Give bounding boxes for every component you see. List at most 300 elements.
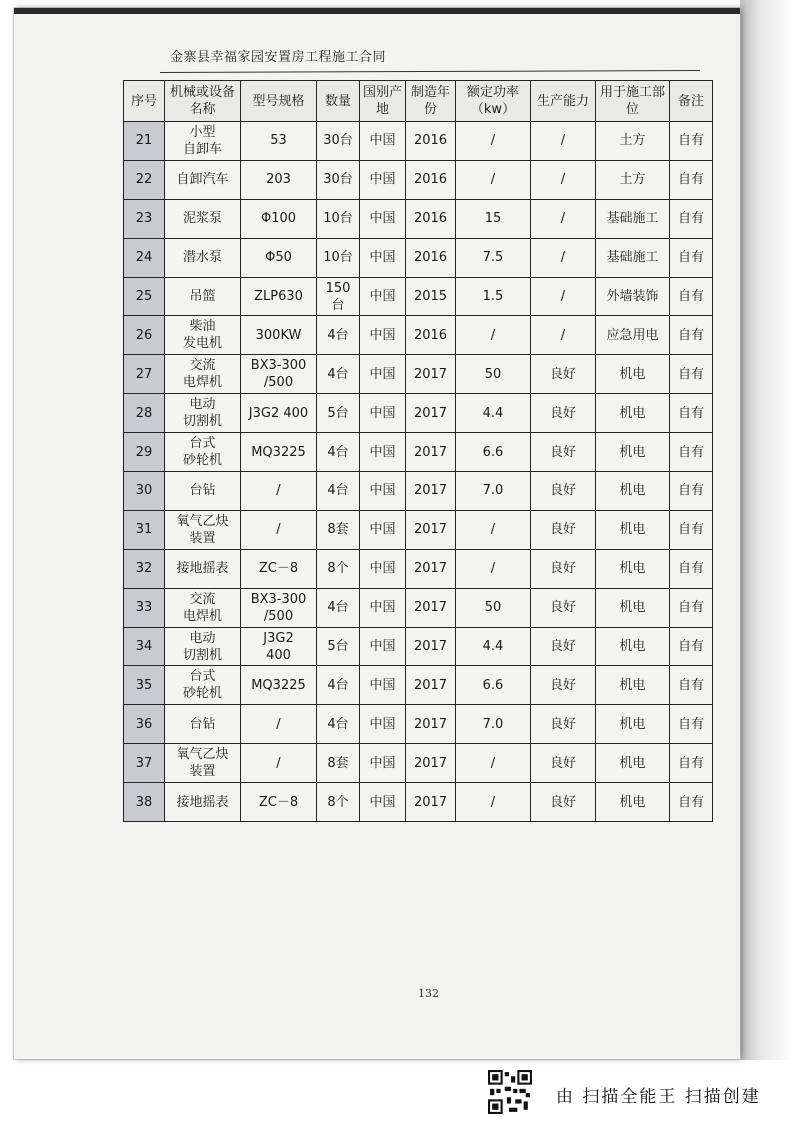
cell-text: 10台	[323, 211, 353, 227]
usage-cell	[596, 549, 670, 588]
usage-cell	[596, 744, 670, 783]
seq-cell	[124, 316, 165, 355]
cell-text: 8套	[327, 522, 349, 538]
cell-text: 4台	[327, 483, 349, 499]
quantity-cell	[317, 666, 360, 705]
cell-text: /	[490, 522, 496, 538]
year-cell	[406, 627, 456, 666]
quantity-cell	[317, 705, 360, 744]
capacity-cell	[531, 355, 596, 394]
name-cell	[165, 472, 241, 511]
cell-text: 台钻	[189, 483, 216, 499]
origin-cell	[360, 783, 406, 822]
cell-text: 基础施工	[606, 250, 659, 266]
cell-text: 2017	[413, 639, 448, 655]
cell-text: ZC－8	[258, 794, 299, 810]
cell-text: 2017	[413, 522, 448, 538]
cell-text: 良好	[549, 755, 576, 771]
cell-text: 自有	[677, 639, 704, 655]
cell-text: 2017	[413, 716, 448, 732]
seq-cell	[124, 433, 165, 472]
quantity-cell	[317, 199, 360, 238]
capacity-cell	[531, 549, 596, 588]
cell-text: 2016	[413, 250, 448, 266]
table-row	[124, 705, 713, 744]
remark-cell	[670, 588, 713, 627]
page-header-title: 金寨县幸福家园安置房工程施工合同	[170, 50, 387, 65]
cell-text: 机电	[619, 366, 646, 382]
seq-cell	[124, 238, 165, 277]
cell-text: 自有	[677, 716, 704, 732]
year-cell	[406, 744, 456, 783]
origin-cell	[360, 122, 406, 161]
cell-text: /	[276, 716, 281, 732]
column-header: 用于施工部位	[596, 81, 670, 122]
cell-text: 机电	[619, 561, 646, 577]
name-cell	[165, 744, 241, 783]
cell-text: 4台	[327, 444, 349, 460]
origin-cell	[360, 277, 406, 316]
seq-cell	[124, 783, 165, 822]
usage-cell	[596, 355, 670, 394]
usage-cell	[596, 433, 670, 472]
cell-text: 泥浆泵	[182, 211, 222, 227]
origin-cell	[360, 627, 406, 666]
remark-cell	[670, 510, 713, 549]
name-cell	[165, 277, 241, 316]
remark-cell	[670, 238, 713, 277]
cell-text: 台钻	[189, 716, 216, 732]
capacity-cell	[531, 277, 596, 316]
table-row	[124, 122, 713, 161]
cell-text: 31	[135, 522, 153, 538]
cell-text: 基础施工	[606, 211, 659, 227]
cell-text: 28	[135, 405, 153, 421]
column-header: 序号	[124, 81, 165, 122]
capacity-cell	[531, 510, 596, 549]
name-cell	[165, 783, 241, 822]
cell-text: 机电	[619, 677, 646, 693]
cell-text: 柴油 发电机	[182, 319, 222, 352]
origin-cell	[360, 588, 406, 627]
cell-text: 27	[135, 366, 153, 382]
origin-cell	[360, 666, 406, 705]
quantity-cell	[317, 510, 360, 549]
cell-text: 37	[135, 755, 153, 771]
usage-cell	[596, 160, 670, 199]
capacity-cell	[531, 666, 596, 705]
cell-text: 中国	[369, 211, 396, 227]
cell-text: 良好	[549, 444, 576, 460]
usage-cell	[596, 316, 670, 355]
remark-cell	[670, 627, 713, 666]
cell-text: 交流 电焊机	[182, 591, 222, 624]
model-cell	[241, 316, 317, 355]
table-row	[124, 316, 713, 355]
year-cell	[406, 316, 456, 355]
table-row	[124, 510, 713, 549]
origin-cell	[360, 160, 406, 199]
cell-text: 21	[135, 133, 153, 149]
cell-text: 自有	[677, 172, 704, 188]
cell-text: 2017	[413, 366, 448, 382]
cell-text: 潜水泵	[182, 250, 222, 266]
quantity-cell	[317, 355, 360, 394]
origin-cell	[360, 316, 406, 355]
cell-text: 5台	[327, 639, 349, 655]
power-cell	[456, 433, 531, 472]
cell-text: 2017	[413, 755, 448, 771]
capacity-cell	[531, 627, 596, 666]
usage-cell	[596, 472, 670, 511]
cell-text: /	[490, 172, 496, 188]
table-row	[124, 394, 713, 433]
seq-cell	[124, 199, 165, 238]
cell-text: 中国	[369, 483, 396, 499]
power-cell	[456, 238, 531, 277]
table-row	[124, 160, 713, 199]
column-header: 额定功率（kw）	[456, 81, 531, 122]
cell-text: 机电	[619, 600, 646, 616]
remark-cell	[670, 549, 713, 588]
cell-text: 7.0	[482, 716, 504, 732]
cell-text: 自有	[677, 561, 704, 577]
origin-cell	[360, 549, 406, 588]
cell-text: /	[490, 755, 496, 771]
cell-text: 中国	[369, 600, 396, 616]
capacity-cell	[531, 588, 596, 627]
cell-text: /	[276, 755, 281, 771]
cell-text: 7.5	[482, 250, 504, 266]
name-cell	[165, 316, 241, 355]
power-cell	[456, 783, 531, 822]
cell-text: 中国	[369, 366, 396, 382]
cell-text: 自有	[677, 327, 704, 343]
column-header: 生产能力	[531, 81, 596, 122]
capacity-cell	[531, 472, 596, 511]
table-row	[124, 588, 713, 627]
cell-text: 中国	[369, 289, 396, 304]
origin-cell	[360, 472, 406, 511]
seq-cell	[124, 394, 165, 433]
usage-cell	[596, 705, 670, 744]
cell-text: BX3-300 /500	[250, 591, 307, 624]
scanner-credit-text: 由 扫描全能王 扫描创建	[556, 1087, 761, 1107]
quantity-cell	[317, 433, 360, 472]
year-cell	[406, 238, 456, 277]
cell-text: 自有	[677, 211, 704, 227]
seq-cell	[124, 705, 165, 744]
cell-text: MQ3225	[251, 444, 306, 460]
cell-text: /	[490, 794, 496, 810]
name-cell	[165, 549, 241, 588]
cell-text: Φ100	[260, 211, 297, 227]
remark-cell	[670, 705, 713, 744]
power-cell	[456, 160, 531, 199]
year-cell	[406, 277, 456, 316]
table-row	[124, 783, 713, 822]
name-cell	[165, 433, 241, 472]
cell-text: 7.0	[482, 483, 504, 499]
power-cell	[456, 199, 531, 238]
capacity-cell	[531, 783, 596, 822]
cell-text: MQ3225	[251, 677, 306, 693]
quantity-cell	[317, 316, 360, 355]
seq-cell	[124, 627, 165, 666]
model-cell	[241, 783, 317, 822]
capacity-cell	[531, 705, 596, 744]
model-cell	[241, 705, 317, 744]
capacity-cell	[531, 160, 596, 199]
year-cell	[406, 122, 456, 161]
model-cell	[241, 355, 317, 394]
cell-text: 4.4	[482, 639, 504, 655]
cell-text: 4台	[327, 716, 349, 732]
cell-text: /	[560, 289, 566, 304]
year-cell	[406, 160, 456, 199]
cell-text: 自有	[677, 755, 704, 771]
origin-cell	[360, 510, 406, 549]
cell-text: 2017	[413, 444, 448, 460]
power-cell	[456, 355, 531, 394]
model-cell	[241, 160, 317, 199]
cell-text: 150 台	[325, 280, 351, 313]
table-row	[124, 627, 713, 666]
cell-text: 机电	[619, 716, 646, 732]
cell-text: 中国	[369, 716, 396, 732]
seq-cell	[124, 160, 165, 199]
quantity-cell	[317, 744, 360, 783]
cell-text: 自有	[677, 794, 704, 810]
cell-text: 良好	[549, 522, 576, 538]
cell-text: 8个	[327, 794, 349, 810]
remark-cell	[670, 316, 713, 355]
cell-text: 4台	[327, 677, 349, 693]
usage-cell	[596, 238, 670, 277]
capacity-cell	[531, 238, 596, 277]
usage-cell	[596, 122, 670, 161]
origin-cell	[360, 355, 406, 394]
cell-text: 30台	[323, 172, 353, 188]
cell-text: 35	[135, 677, 153, 693]
cell-text: /	[560, 133, 566, 149]
cell-text: 机电	[619, 794, 646, 810]
model-cell	[241, 627, 317, 666]
quantity-cell	[317, 394, 360, 433]
cell-text: 良好	[549, 794, 576, 810]
year-cell	[406, 666, 456, 705]
quantity-cell	[317, 160, 360, 199]
cell-text: 4台	[327, 600, 349, 616]
quantity-cell	[317, 122, 360, 161]
cell-text: 2015	[413, 289, 448, 304]
cell-text: 25	[135, 289, 153, 304]
cell-text: 2017	[413, 483, 448, 499]
cell-text: 50	[484, 600, 502, 616]
cell-text: 中国	[369, 133, 396, 149]
remark-cell	[670, 160, 713, 199]
cell-text: 2016	[413, 172, 448, 188]
cell-text: 2016	[413, 133, 448, 149]
cell-text: 电动 切割机	[182, 397, 222, 430]
quantity-cell	[317, 627, 360, 666]
quantity-cell	[317, 238, 360, 277]
cell-text: 接地摇表	[176, 794, 229, 810]
quantity-cell	[317, 783, 360, 822]
table-row	[124, 355, 713, 394]
cell-text: 中国	[369, 794, 396, 810]
table-row	[124, 238, 713, 277]
column-header: 数量	[317, 81, 360, 122]
cell-text: 中国	[369, 677, 396, 693]
cell-text: 2017	[413, 677, 448, 693]
name-cell	[165, 355, 241, 394]
cell-text: 8个	[327, 561, 349, 577]
model-cell	[241, 666, 317, 705]
cell-text: 30	[135, 483, 153, 499]
year-cell	[406, 199, 456, 238]
seq-cell	[124, 277, 165, 316]
cell-text: 2017	[413, 600, 448, 616]
cell-text: /	[490, 133, 496, 149]
power-cell	[456, 744, 531, 783]
cell-text: 台式 砂轮机	[182, 669, 222, 702]
origin-cell	[360, 433, 406, 472]
cell-text: 34	[135, 639, 153, 655]
cell-text: 土方	[619, 133, 646, 149]
seq-cell	[124, 510, 165, 549]
column-header: 型号规格	[241, 81, 317, 122]
origin-cell	[360, 199, 406, 238]
seq-cell	[124, 122, 165, 161]
cell-text: 50	[484, 366, 502, 382]
cell-text: 32	[135, 561, 153, 577]
power-cell	[456, 666, 531, 705]
cell-text: 中国	[369, 405, 396, 421]
capacity-cell	[531, 744, 596, 783]
scan-shadow-gutter	[740, 0, 793, 1060]
cell-text: /	[560, 327, 566, 343]
power-cell	[456, 510, 531, 549]
cell-text: 交流 电焊机	[182, 358, 222, 391]
usage-cell	[596, 510, 670, 549]
cell-text: 外墙装饰	[606, 289, 659, 304]
usage-cell	[596, 588, 670, 627]
cell-text: 机电	[619, 522, 646, 538]
cell-text: 中国	[369, 444, 396, 460]
remark-cell	[670, 472, 713, 511]
cell-text: 23	[135, 211, 153, 227]
cell-text: 自有	[677, 522, 704, 538]
power-cell	[456, 627, 531, 666]
cell-text: 6.6	[482, 677, 504, 693]
model-cell	[241, 122, 317, 161]
seq-cell	[124, 666, 165, 705]
cell-text: 自有	[677, 405, 704, 421]
remark-cell	[670, 355, 713, 394]
remark-cell	[670, 277, 713, 316]
remark-cell	[670, 666, 713, 705]
capacity-cell	[531, 394, 596, 433]
name-cell	[165, 588, 241, 627]
capacity-cell	[531, 433, 596, 472]
cell-text: 15	[484, 211, 502, 227]
year-cell	[406, 588, 456, 627]
year-cell	[406, 705, 456, 744]
cell-text: 土方	[619, 172, 646, 188]
table-row	[124, 199, 713, 238]
qr-code-icon	[488, 1070, 532, 1114]
seq-cell	[124, 744, 165, 783]
cell-text: J3G2 400	[263, 630, 294, 663]
cell-text: 良好	[549, 405, 576, 421]
year-cell	[406, 783, 456, 822]
year-cell	[406, 355, 456, 394]
model-cell	[241, 549, 317, 588]
model-cell	[241, 744, 317, 783]
cell-text: 6.6	[482, 444, 504, 460]
cell-text: 自有	[677, 444, 704, 460]
column-header: 机械或设备名称	[165, 81, 241, 122]
cell-text: 吊篮	[189, 289, 216, 304]
model-cell	[241, 277, 317, 316]
column-header: 制造年份	[406, 81, 456, 122]
column-header: 备注	[670, 81, 713, 122]
cell-text: 自有	[677, 250, 704, 266]
cell-text: /	[560, 250, 566, 266]
cell-text: 5台	[327, 405, 349, 421]
cell-text: 机电	[619, 444, 646, 460]
quantity-cell	[317, 549, 360, 588]
power-cell	[456, 277, 531, 316]
capacity-cell	[531, 122, 596, 161]
name-cell	[165, 238, 241, 277]
origin-cell	[360, 394, 406, 433]
model-cell	[241, 472, 317, 511]
name-cell	[165, 666, 241, 705]
cell-text: 应急用电	[606, 327, 659, 343]
year-cell	[406, 433, 456, 472]
cell-text: 38	[135, 794, 153, 810]
cell-text: /	[490, 327, 496, 343]
cell-text: 中国	[369, 250, 396, 266]
cell-text: 良好	[549, 639, 576, 655]
cell-text: 机电	[619, 755, 646, 771]
cell-text: 中国	[369, 327, 396, 343]
cell-text: 2017	[413, 561, 448, 577]
year-cell	[406, 510, 456, 549]
remark-cell	[670, 744, 713, 783]
capacity-cell	[531, 316, 596, 355]
cell-text: /	[490, 561, 496, 577]
quantity-cell	[317, 588, 360, 627]
cell-text: 2016	[413, 211, 448, 227]
cell-text: 机电	[619, 639, 646, 655]
cell-text: 良好	[549, 600, 576, 616]
cell-text: 氧气乙炔 装置	[176, 747, 229, 780]
power-cell	[456, 472, 531, 511]
usage-cell	[596, 783, 670, 822]
equipment-table	[123, 80, 713, 822]
year-cell	[406, 549, 456, 588]
cell-text: 4台	[327, 327, 349, 343]
cell-text: 中国	[369, 639, 396, 655]
table-row	[124, 277, 713, 316]
model-cell	[241, 199, 317, 238]
scanner-watermark	[488, 1070, 788, 1118]
cell-text: 电动 切割机	[182, 630, 222, 663]
cell-text: 良好	[549, 483, 576, 499]
